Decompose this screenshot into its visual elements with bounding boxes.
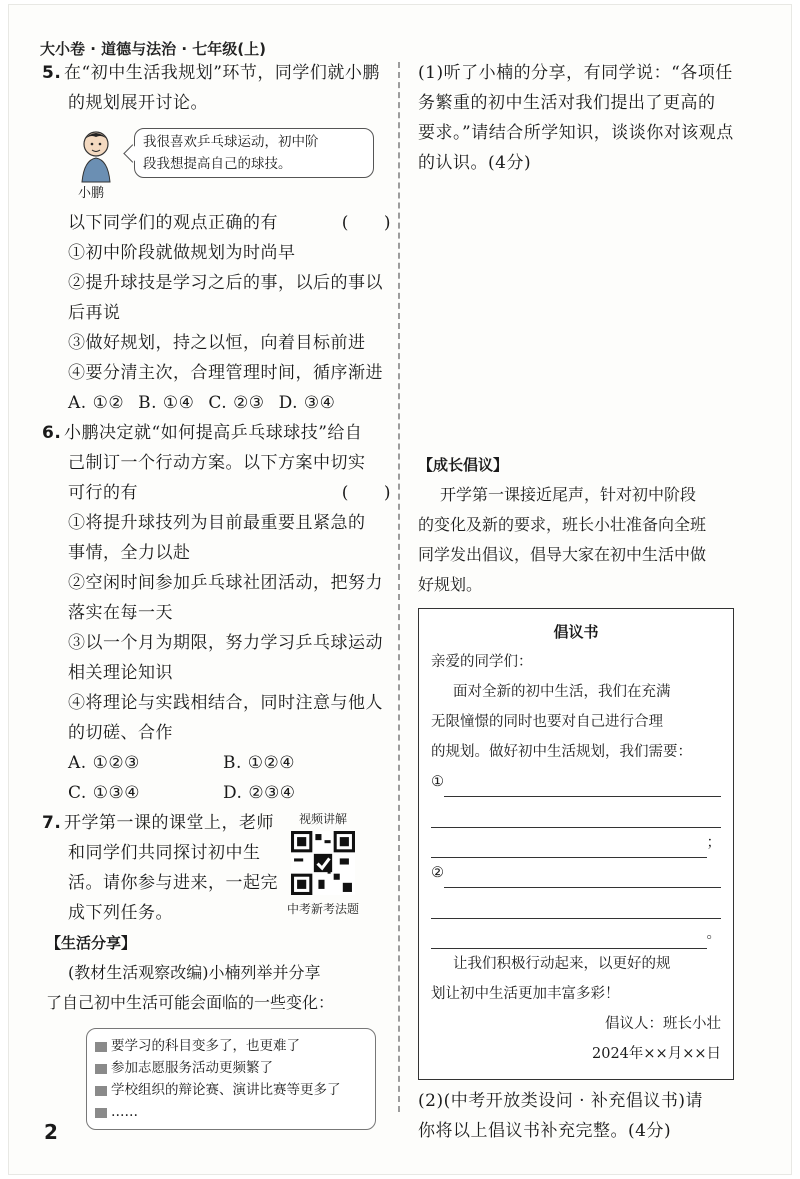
growth-line: 的变化及新的要求，班长小壮准备向全班 [418, 515, 707, 534]
q6-item: 的切磋、合作 [68, 723, 173, 743]
blank-line[interactable] [431, 896, 721, 919]
q6-line1: 6. 小鹏决定就“如何提高乒乓球球技”给自 [46, 418, 391, 448]
q5-options [46, 388, 391, 418]
growth-line: 同学发出倡议，倡导大家在初中生活中做 [418, 545, 707, 564]
q6-item: 事情，全力以赴 [68, 543, 191, 563]
character-name: 小鹏 [78, 186, 105, 201]
qr-code-icon[interactable] [291, 831, 355, 895]
letter-body-line: 无限憧憬的同时也要对自己进行合理 [431, 714, 663, 730]
sub1-line: (1)听了小楠的分享，有同学说：“各项任 [418, 63, 733, 83]
q6-line3: 可行的有 ( ) [46, 478, 391, 508]
life-share-list [86, 1028, 376, 1130]
speech-bubble: 我很喜欢乒乓球运动，初中阶 段我想提高自己的球技。 [134, 128, 374, 178]
sub2-line: (2)(中考开放类设问 · 补充倡议书)请 [418, 1091, 704, 1111]
q5-item: ②提升球技是学习之后的事，以后的事以 [68, 273, 383, 293]
q5-item: ④要分清主次，合理管理时间，循序渐进 [68, 363, 383, 383]
q6-item: ②空闲时间参加乒乓球社团活动，把努力 [68, 573, 383, 593]
option-a: A. ①②③ [68, 753, 140, 773]
letter-title: 倡议书 [553, 623, 599, 641]
q6-item: ③以一个月为期限，努力学习乒乓球运动 [68, 633, 383, 653]
q5-stem: 以下同学们的观点正确的有 ( ) [46, 208, 391, 238]
letter-date: 2024年××月××日 [592, 1046, 721, 1062]
q6-item: 相关理论知识 [68, 663, 173, 683]
growth-line: 好规划。 [418, 575, 483, 594]
life-share-line1: (教材生活观察改编)小楠列举并分享 [68, 963, 321, 982]
sub1-line: 要求。”请结合所学知识，谈谈你对该观点 [418, 123, 734, 143]
bullet-icon [95, 1108, 107, 1118]
left-column [42, 58, 391, 1130]
q5-dialog [76, 124, 391, 202]
page-number: 2 [44, 1120, 58, 1144]
growth-line: 开学第一课接近尾声，针对初中阶段 [440, 485, 697, 504]
option-b: B. ①②④ [223, 753, 296, 773]
qr-code-block[interactable] [275, 810, 371, 917]
blank-line[interactable] [431, 805, 721, 828]
q7-number: 7. [42, 813, 62, 833]
blank-line[interactable] [444, 774, 721, 797]
q6-item: 落实在每一天 [68, 603, 173, 623]
bullet-icon [95, 1086, 107, 1096]
q6-item: ④将理论与实践相结合，同时注意与他人 [68, 693, 383, 713]
blank-1-end[interactable]: ； [431, 828, 721, 858]
list-item: 要学习的科目变多了，也更难了 [95, 1035, 367, 1057]
blank-line[interactable] [444, 865, 721, 888]
letter-body-line: 的规划。做好初中生活规划，我们需要： [431, 744, 692, 760]
proposal-letter [418, 608, 734, 1080]
q5-line1: 5. 在“初中生活我规划”环节，同学们就小鹏 [46, 58, 391, 88]
sub2-line: 你将以上倡议书补充完整。(4分) [418, 1121, 672, 1141]
life-share-line2: 了自己初中生活可能会面临的一些变化： [46, 993, 335, 1012]
sub1-line: 务繁重的初中生活对我们提出了更高的 [418, 93, 716, 113]
letter-greeting: 亲爱的同学们： [431, 654, 533, 670]
option-c: C. ②③ [208, 393, 265, 413]
answer-space[interactable] [418, 178, 763, 450]
q7-line: 成下列任务。 [68, 903, 173, 923]
life-share-title: 【生活分享】 [46, 934, 137, 952]
bullet-icon [95, 1064, 107, 1074]
q6-options-row1 [46, 748, 391, 778]
option-d: D. ②③④ [223, 783, 296, 803]
option-c: C. ①③④ [68, 783, 140, 803]
blank-2[interactable]: ② [431, 858, 721, 888]
sub1-line: 的认识。(4分) [418, 153, 532, 173]
q6-item: ①将提升球技列为目前最重要且紧急的 [68, 513, 366, 533]
q7-line: 活。请你参与进来，一起完 [68, 873, 278, 893]
option-b: B. ①④ [138, 393, 195, 413]
boy-avatar-icon [76, 128, 116, 184]
blank-1[interactable]: ① [431, 767, 721, 797]
blank-2-end[interactable]: 。 [431, 919, 721, 949]
q5-line2: 的规划展开讨论。 [68, 93, 208, 113]
letter-body-line: 面对全新的初中生活，我们在充满 [453, 684, 671, 700]
q6-line2: 己制订一个行动方案。以下方案中切实 [68, 453, 366, 473]
q6-number: 6. [42, 423, 62, 443]
letter-signer: 倡议人：班长小壮 [605, 1016, 721, 1032]
q5-item: ③做好规划，持之以恒，向着目标前进 [68, 333, 366, 353]
q5-number: 5. [42, 63, 62, 83]
q7-line: 和同学们共同探讨初中生 [68, 843, 261, 863]
option-a: A. ①② [68, 393, 125, 413]
right-column [418, 58, 763, 1146]
q5-answer-paren: ( ) [341, 213, 391, 233]
growth-title: 【成长倡议】 [418, 456, 509, 474]
q6-answer-paren: ( ) [341, 483, 391, 503]
list-item: 参加志愿服务活动更频繁了 [95, 1057, 367, 1079]
column-divider [398, 62, 400, 1112]
q5-item: ①初中阶段就做规划为时尚早 [68, 243, 296, 263]
blank-line[interactable] [431, 926, 707, 949]
list-item: …… [95, 1101, 367, 1123]
running-header: 大小卷 · 道德与法治 · 七年级(上) [40, 40, 266, 58]
q5-item: 后再说 [68, 303, 121, 323]
option-d: D. ③④ [278, 393, 336, 413]
blank-line[interactable] [431, 835, 707, 858]
letter-closing: 划让初中生活更加丰富多彩！ [431, 986, 620, 1002]
letter-closing: 让我们积极行动起来，以更好的规 [453, 956, 671, 972]
q7-line: 7. 开学第一课的课堂上，老师 [46, 808, 391, 838]
list-item: 学校组织的辩论赛、演讲比赛等更多了 [95, 1079, 367, 1101]
qr-caption-bottom: 中考新考法题 [286, 902, 359, 916]
bullet-icon [95, 1042, 107, 1052]
q6-options-row2 [46, 778, 391, 808]
qr-caption-top: 视频讲解 [298, 812, 347, 826]
q7 [42, 808, 391, 928]
